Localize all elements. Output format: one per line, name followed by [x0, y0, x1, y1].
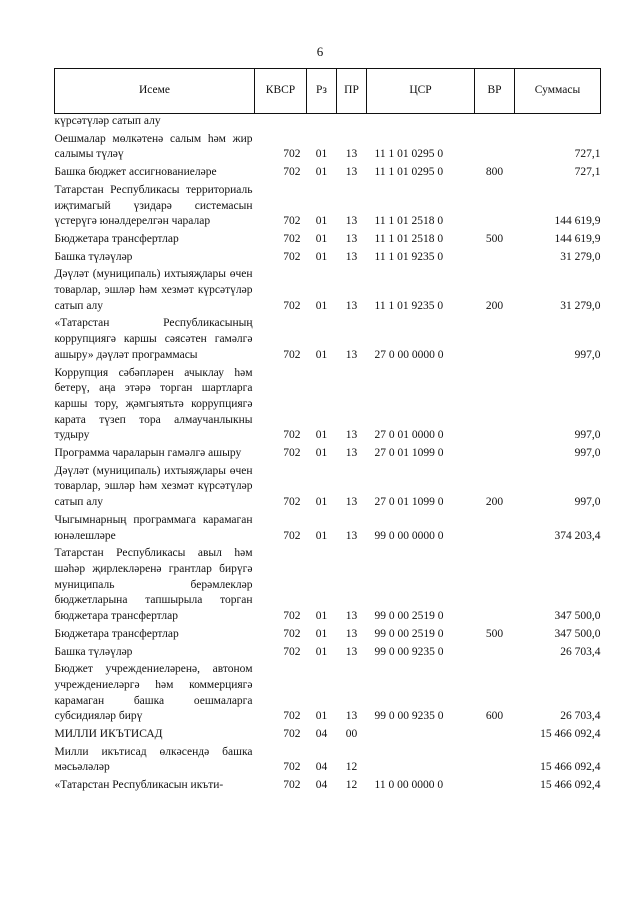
row-vr — [475, 181, 515, 230]
row-csr — [367, 114, 475, 130]
row-kvsr: 702 — [283, 779, 301, 792]
table-row — [55, 230, 601, 248]
row-rz: 01 — [315, 627, 328, 640]
row-csr — [367, 743, 475, 776]
table-row — [55, 114, 601, 130]
row-sum: 347 500,0 — [554, 610, 601, 623]
row-vr: 500 — [485, 232, 504, 245]
row-csr: 27 0 01 1099 0 — [374, 447, 444, 460]
table-row — [55, 544, 601, 625]
row-rz: 01 — [315, 215, 328, 228]
row-rz: 01 — [315, 166, 328, 179]
row-kvsr: 702 — [283, 529, 301, 542]
row-kvsr: 702 — [283, 148, 301, 161]
row-csr: 11 0 00 0000 0 — [374, 779, 444, 792]
row-sum: 26 703,4 — [560, 710, 601, 723]
table-row — [55, 643, 601, 661]
row-sum: 144 619,9 — [554, 232, 601, 245]
row-sum: 144 619,9 — [554, 215, 601, 228]
page-number: 6 — [316, 44, 324, 59]
row-rz: 01 — [315, 529, 328, 542]
row-rz: 01 — [315, 232, 328, 245]
row-sum: 727,1 — [574, 148, 601, 161]
row-name: Татарстан Республикасы территориаль иҗтимагый үзидарә системасын үстерүгә юнәлдерелгән чаралар — [54, 183, 253, 228]
row-csr — [367, 725, 475, 743]
row-kvsr: 702 — [283, 645, 301, 658]
row-rz: 04 — [315, 761, 328, 774]
row-csr: 11 1 01 2518 0 — [374, 232, 444, 245]
row-sum: 727,1 — [574, 166, 601, 179]
row-rz — [307, 114, 337, 130]
row-kvsr: 702 — [283, 429, 301, 442]
row-pr: 00 — [345, 728, 358, 741]
row-vr: 200 — [485, 496, 504, 509]
header-pr: ПР — [337, 69, 367, 114]
row-name: Башка бюджет ассигнованиеләре — [54, 166, 217, 179]
table-row — [55, 743, 601, 776]
row-vr — [475, 511, 515, 544]
row-kvsr: 702 — [283, 710, 301, 723]
row-csr: 99 0 00 9235 0 — [374, 645, 444, 658]
row-vr — [475, 725, 515, 743]
header-csr: ЦСР — [367, 69, 475, 114]
row-csr: 11 1 01 9235 0 — [374, 299, 444, 312]
row-name: Дәүләт (муниципаль) ихтыяҗлары өчен товарлар, эшләр һәм хезмәт күрсәтүләр сатып алу — [54, 268, 253, 312]
row-vr — [475, 544, 515, 625]
row-vr: 600 — [485, 710, 504, 723]
header-rz: Рз — [307, 69, 337, 114]
row-rz: 01 — [315, 429, 328, 442]
row-pr: 13 — [345, 215, 358, 228]
row-rz: 01 — [315, 710, 328, 723]
table-row — [55, 462, 601, 511]
table-row — [55, 364, 601, 445]
table-row — [55, 625, 601, 643]
row-name: Программа чараларын гамәлгә ашыру — [54, 447, 242, 460]
row-sum: 997,0 — [574, 447, 601, 460]
row-csr: 99 0 00 2519 0 — [374, 610, 444, 623]
row-pr: 13 — [345, 710, 358, 723]
row-rz: 01 — [315, 348, 328, 361]
row-name: Бюджетара трансфертлар — [54, 627, 179, 640]
row-csr: 11 1 01 0295 0 — [374, 148, 444, 161]
row-rz: 04 — [315, 779, 328, 792]
row-name: Бюджетара трансфертлар — [54, 232, 179, 245]
row-pr: 13 — [345, 447, 358, 460]
row-pr: 13 — [345, 610, 358, 623]
row-kvsr: 702 — [283, 761, 301, 774]
row-pr: 13 — [345, 645, 358, 658]
table-row — [55, 265, 601, 314]
row-csr: 11 1 01 2518 0 — [374, 215, 444, 228]
table-body — [55, 114, 601, 794]
row-pr: 13 — [345, 148, 358, 161]
row-pr: 13 — [345, 166, 358, 179]
row-kvsr: 702 — [283, 215, 301, 228]
table-row — [55, 248, 601, 266]
row-kvsr: 702 — [283, 299, 301, 312]
row-name: Бюджет учреждениеләренә, автоном учреждениеләргә һәм коммерциягә карамаган башка оешмаларга субсидияләр бирү — [54, 663, 253, 723]
row-csr: 27 0 00 0000 0 — [374, 348, 444, 361]
row-vr — [475, 130, 515, 163]
row-name: Башка түләүләр — [54, 250, 133, 263]
row-name: Дәүләт (муниципаль) ихтыяҗлары өчен товарлар, эшләр һәм хезмәт күрсәтүләр сатып алу — [54, 464, 253, 509]
row-csr: 27 0 01 0000 0 — [374, 429, 444, 442]
row-sum: 31 279,0 — [560, 299, 601, 312]
table-row — [55, 511, 601, 544]
row-kvsr — [255, 114, 307, 130]
row-vr: 200 — [485, 299, 504, 312]
row-vr — [475, 444, 515, 462]
row-pr: 12 — [345, 779, 358, 792]
row-pr: 13 — [345, 348, 358, 361]
row-name: Чыгымнарның программага карамаган юнәлешләре — [54, 513, 253, 542]
row-name: Коррупция сәбәпләрен ачыклау һәм бетерү, аңа этәрә торган шартларга каршы тору, җәмгыятьтә коррупциягә карата түзеп тора алмаучанлыкны тудыру — [54, 366, 253, 442]
row-pr: 13 — [345, 250, 358, 263]
row-pr: 13 — [345, 627, 358, 640]
row-pr: 12 — [345, 761, 358, 774]
row-name: Оешмалар мөлкәтенә салым һәм жир салымы түләү — [54, 132, 253, 161]
row-name: «Татарстан Республикасының коррупциягә каршы сәясәтен гамәлгә ашыру» дәүләт программасы — [54, 317, 253, 361]
row-rz: 01 — [315, 496, 328, 509]
row-rz: 04 — [315, 728, 328, 741]
row-vr — [475, 364, 515, 445]
row-vr — [475, 314, 515, 363]
row-kvsr: 702 — [283, 728, 301, 741]
row-kvsr: 702 — [283, 496, 301, 509]
table-row — [55, 444, 601, 462]
row-sum: 15 466 092,4 — [540, 728, 601, 741]
row-kvsr: 702 — [283, 166, 301, 179]
row-sum: 997,0 — [574, 496, 601, 509]
row-name: Татарстан Республикасы авыл һәм шәһәр җирлекләренә грантлар бирүгә муниципаль берәмлекләр бюджетларына тапшырыла торган бюджетара трансфертлар — [54, 547, 253, 623]
header-sum: Суммасы — [515, 69, 601, 114]
table-header — [55, 69, 601, 114]
row-vr — [475, 248, 515, 266]
row-vr — [475, 743, 515, 776]
row-pr: 13 — [345, 429, 358, 442]
row-vr — [475, 114, 515, 130]
row-sum: 15 466 092,4 — [540, 761, 601, 774]
row-sum: 31 279,0 — [560, 250, 601, 263]
row-sum: 374 203,4 — [554, 529, 601, 542]
table-row — [55, 130, 601, 163]
row-vr: 800 — [485, 166, 504, 179]
row-pr: 13 — [345, 496, 358, 509]
row-sum — [515, 114, 601, 130]
table-row — [55, 776, 601, 794]
row-name: «Татарстан Республикасын икъти- — [54, 779, 224, 792]
row-csr: 99 0 00 2519 0 — [374, 627, 444, 640]
table-row — [55, 181, 601, 230]
row-sum: 997,0 — [574, 429, 601, 442]
row-csr: 99 0 00 9235 0 — [374, 710, 444, 723]
row-kvsr: 702 — [283, 610, 301, 623]
row-kvsr: 702 — [283, 348, 301, 361]
header-kvsr: КВСР — [255, 69, 307, 114]
row-kvsr: 702 — [283, 232, 301, 245]
row-pr — [337, 114, 367, 130]
row-rz: 01 — [315, 610, 328, 623]
table-row — [55, 314, 601, 363]
row-vr — [475, 643, 515, 661]
row-rz: 01 — [315, 447, 328, 460]
row-vr — [475, 776, 515, 794]
row-name: Милли икътисад өлкәсендә башка мәсьәләләр — [54, 745, 253, 774]
row-csr: 27 0 01 1099 0 — [374, 496, 444, 509]
row-rz: 01 — [315, 250, 328, 263]
row-pr: 13 — [345, 299, 358, 312]
row-pr: 13 — [345, 232, 358, 245]
row-csr: 99 0 00 0000 0 — [374, 529, 444, 542]
row-rz: 01 — [315, 299, 328, 312]
row-name: Башка түләүләр — [54, 645, 133, 658]
row-kvsr: 702 — [283, 627, 301, 640]
header-vr: ВР — [475, 69, 515, 114]
row-sum: 26 703,4 — [560, 645, 601, 658]
row-kvsr: 702 — [283, 447, 301, 460]
row-sum: 15 466 092,4 — [540, 779, 601, 792]
row-name: күрсәтүләр сатып алу — [54, 115, 161, 127]
row-rz: 01 — [315, 148, 328, 161]
table-row — [55, 660, 601, 725]
table-row — [55, 725, 601, 743]
row-rz: 01 — [315, 645, 328, 658]
row-sum: 347 500,0 — [554, 627, 601, 640]
header-name: Исеме — [55, 69, 255, 114]
row-csr: 11 1 01 9235 0 — [374, 250, 444, 263]
budget-table — [54, 68, 601, 794]
row-csr: 11 1 01 0295 0 — [374, 166, 444, 179]
row-kvsr: 702 — [283, 250, 301, 263]
row-name: МИЛЛИ ИКЪТИСАД — [54, 728, 163, 741]
row-sum: 997,0 — [574, 348, 601, 361]
row-pr: 13 — [345, 529, 358, 542]
row-vr: 500 — [485, 627, 504, 640]
table-row — [55, 163, 601, 181]
